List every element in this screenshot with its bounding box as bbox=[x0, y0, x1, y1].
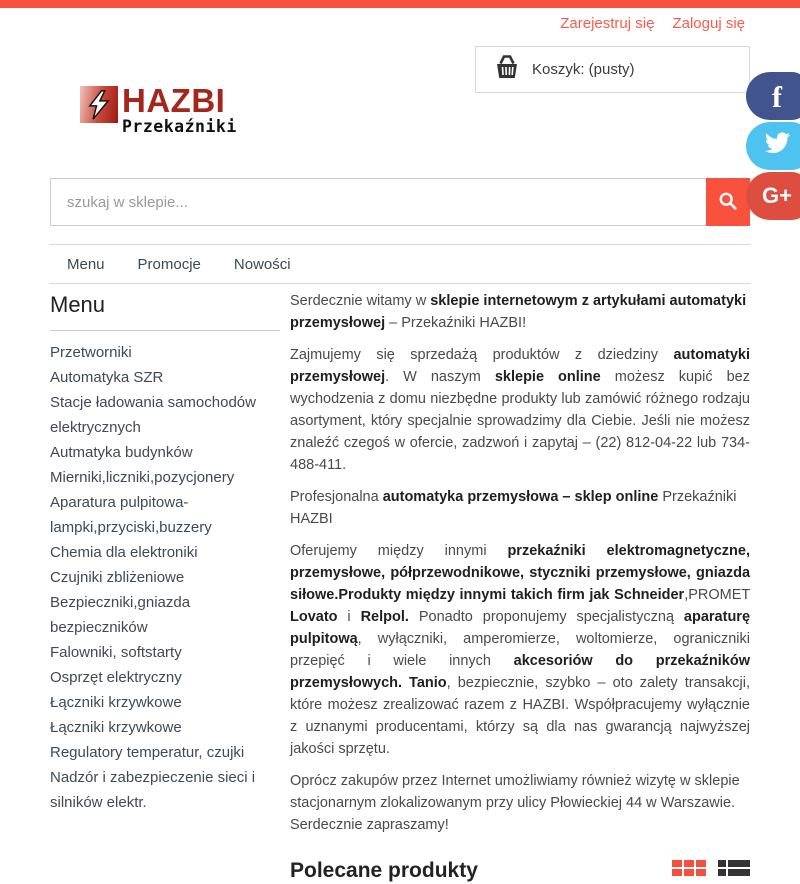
basket-icon bbox=[493, 54, 521, 85]
nav-item-menu[interactable]: Menu bbox=[67, 256, 105, 273]
content-paragraph: Zajmujemy się sprzedażą produktów z dziedziny automatyki przemysłowej. W naszym sklepie online możesz kupić bez wychodzenia z domu niezbędne produkty lub zamówić różnego rodzaju asortyment, który specjalnie sprowadzimy dla Ciebie. Jeśli nie możesz znaleźć czegoś w ofercie, zadzwoń i zapytaj – (22) 812-04-22 lub 734-488-411. bbox=[290, 344, 750, 476]
cart-box[interactable] bbox=[475, 46, 750, 93]
top-accent-bar bbox=[0, 0, 800, 8]
social-bar bbox=[746, 72, 800, 220]
nav-item-nowosci[interactable]: Nowości bbox=[234, 256, 291, 273]
navbar bbox=[50, 244, 750, 284]
products-header bbox=[290, 858, 750, 884]
register-link[interactable]: Zarejestruj się bbox=[560, 15, 654, 32]
twitter-icon bbox=[763, 132, 791, 160]
content-paragraph: Oprócz zakupów przez Internet umożliwiamy również wizytę w sklepie stacjonarnym zlokalizowanym przy ulicy Płowieckiej 44 w Warszawie. Serdecznie zapraszamy! bbox=[290, 770, 750, 836]
sidebar-menu-list bbox=[50, 340, 280, 815]
list-view-icon[interactable] bbox=[718, 860, 750, 876]
view-toggle bbox=[672, 858, 750, 876]
sidebar-item[interactable]: Bezpieczniki,gniazda bezpieczników bbox=[50, 590, 280, 640]
products-heading: Polecane produkty bbox=[290, 858, 478, 884]
sidebar-item[interactable]: Falowniki, softstarty bbox=[50, 640, 280, 665]
social-googleplus-button[interactable] bbox=[746, 172, 800, 220]
sidebar-item[interactable]: Osprzęt elektryczny bbox=[50, 665, 280, 690]
logo[interactable] bbox=[80, 86, 237, 136]
sidebar-item[interactable]: Autmatyka budynków bbox=[50, 440, 280, 465]
content-paragraph: Serdecznie witamy w sklepie internetowym z artykułami automatyki przemysłowej – Przekaźniki HAZBI! bbox=[290, 290, 750, 334]
sidebar-item[interactable]: Aparatura pulpitowa-lampki,przyciski,buzzery bbox=[50, 490, 280, 540]
facebook-icon: f bbox=[772, 83, 782, 113]
account-links bbox=[560, 15, 745, 32]
sidebar-item[interactable]: Czujniki zbliżeniowe bbox=[50, 565, 280, 590]
logo-subtitle: Przekaźniki bbox=[122, 117, 237, 136]
grid-view-icon[interactable] bbox=[672, 860, 706, 876]
cart-label: Koszyk: (pusty) bbox=[532, 61, 635, 78]
logo-title: HAZBI bbox=[122, 86, 237, 116]
social-facebook-button[interactable] bbox=[746, 72, 800, 120]
sidebar-item[interactable]: Łączniki krzywkowe bbox=[50, 715, 280, 740]
login-link[interactable]: Zaloguj się bbox=[672, 15, 745, 32]
search-icon bbox=[718, 191, 738, 214]
content-area bbox=[50, 290, 750, 884]
sidebar bbox=[50, 290, 290, 884]
content-paragraph: Profesjonalna automatyka przemysłowa – sklep online Przekaźniki HAZBI bbox=[290, 486, 750, 530]
sidebar-item[interactable]: Automatyka SZR bbox=[50, 365, 280, 390]
sidebar-item[interactable]: Nadzór i zabezpieczenie sieci i silników elektr. bbox=[50, 765, 280, 815]
content-paragraphs bbox=[290, 290, 750, 836]
sidebar-item[interactable]: Przetworniki bbox=[50, 340, 280, 365]
search-input[interactable] bbox=[50, 178, 706, 226]
googleplus-icon: G+ bbox=[762, 185, 792, 207]
main-column bbox=[290, 290, 750, 884]
content-paragraph: Oferujemy między innymi przekaźniki elektromagnetyczne, przemysłowe, półprzewodnikowe, styczniki przemysłowe, gniazda siłowe.Produkty między innymi takich firm jak Schneider,PROMET Lovato i Relpol. Ponadto proponujemy specjalistyczną aparaturę pulpitową, wyłączniki, amperomierze, woltomierze, ograniczniki przepięć i wiele innych akcesoriów do przekaźników przemysłowych. Tanio, bezpiecznie, szybko – oto zalety transakcji, które możesz zrealizować razem z HAZBI. Współpracujemy wyłącznie z uznanymi producentami, którzy są dla nas gwarancją najwyższej jakości sprzętu. bbox=[290, 540, 750, 760]
search-bar bbox=[50, 178, 750, 226]
nav-item-promocje[interactable]: Promocje bbox=[138, 256, 201, 273]
social-twitter-button[interactable] bbox=[746, 122, 800, 170]
sidebar-item[interactable]: Regulatory temperatur, czujki bbox=[50, 740, 280, 765]
search-button[interactable] bbox=[706, 178, 750, 226]
sidebar-item[interactable]: Stacje ładowania samochodów elektrycznych bbox=[50, 390, 280, 440]
lightning-icon bbox=[80, 86, 118, 123]
sidebar-title: Menu bbox=[50, 292, 280, 331]
sidebar-item[interactable]: Chemia dla elektroniki bbox=[50, 540, 280, 565]
sidebar-item[interactable]: Łączniki krzywkowe bbox=[50, 690, 280, 715]
sidebar-item[interactable]: Mierniki,liczniki,pozycjonery bbox=[50, 465, 280, 490]
